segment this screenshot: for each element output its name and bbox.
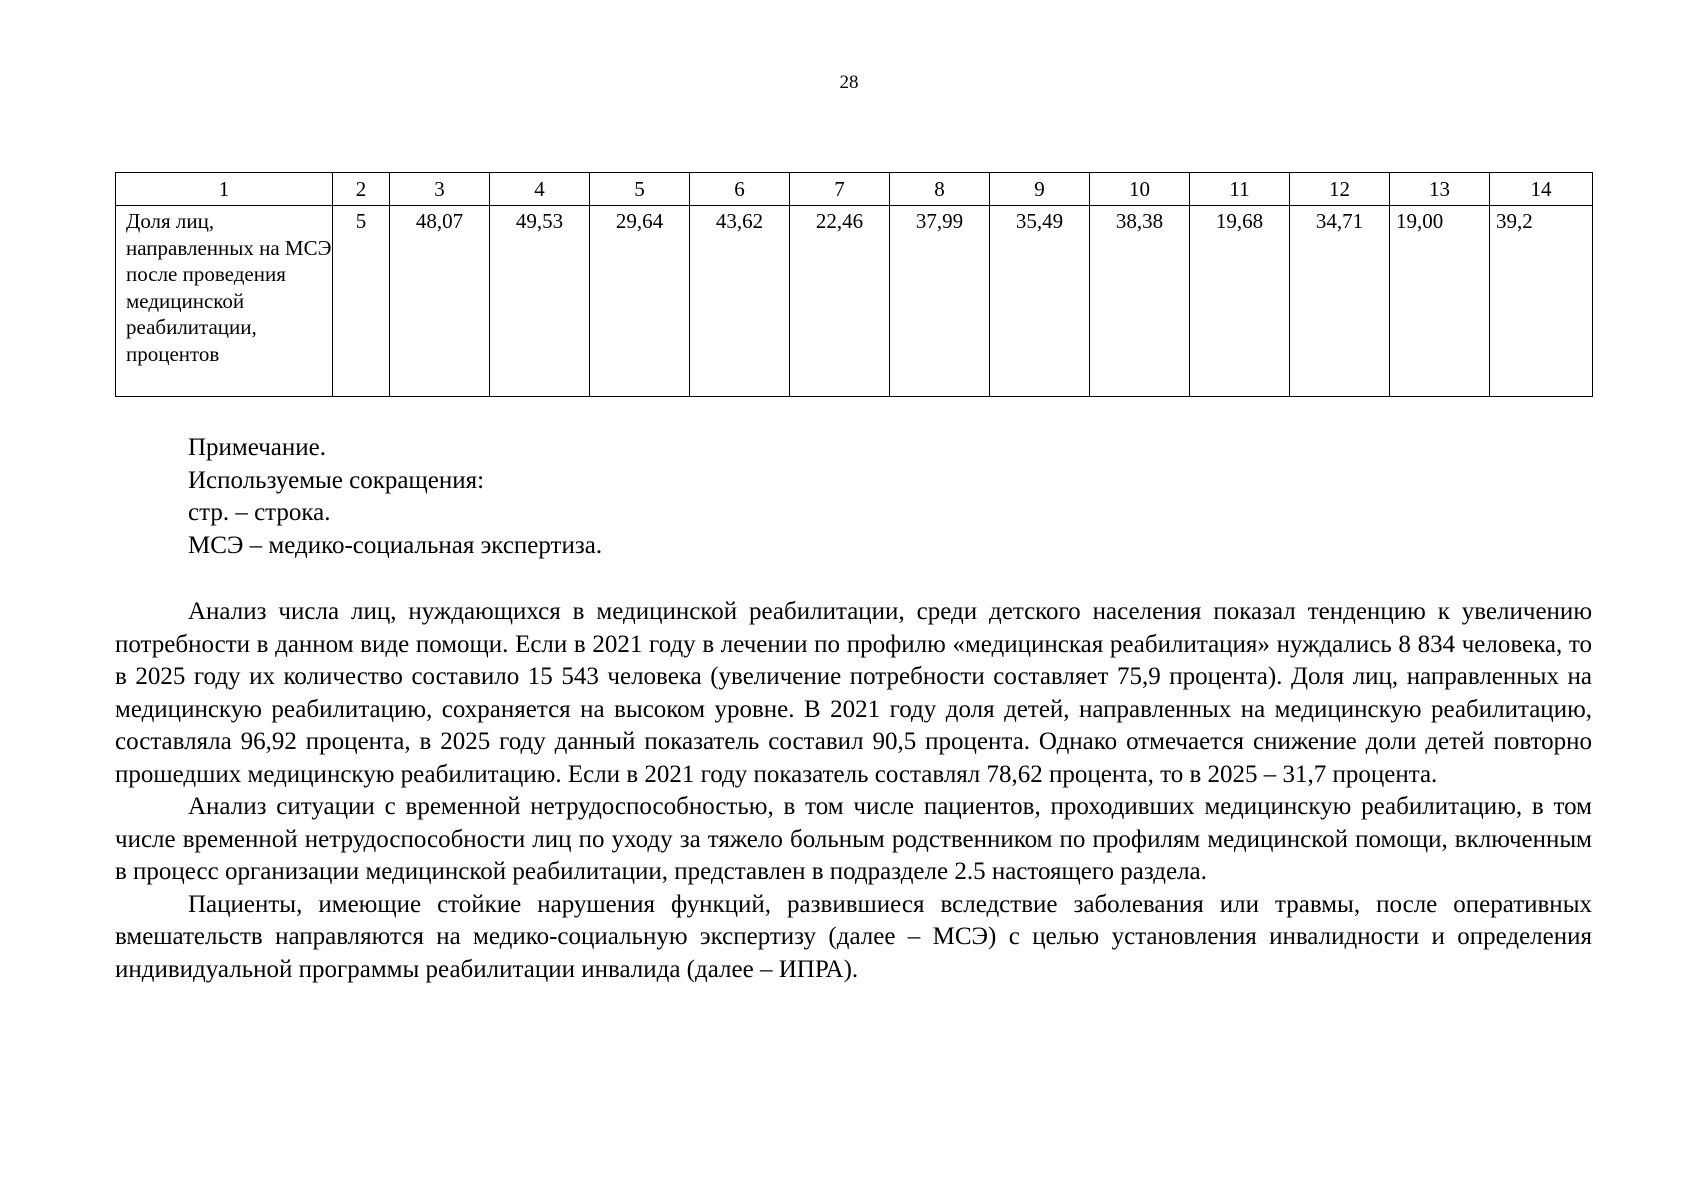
paragraph: Пациенты, имеющие стойкие нарушения функций, развившиеся вследствие заболевания или травмы, после оперативных вмешательств направляются на медико-социальную экспертизу (далее – МСЭ) с целью установления инвалидности и определения индивидуальной программы реабилитации инвалида (далее – ИПРА). bbox=[115, 890, 1592, 983]
row-label-cell: Доля лиц, направленных на МСЭ после проведения медицинской реабилитации, процентов bbox=[116, 206, 333, 397]
data-table bbox=[115, 172, 1593, 397]
table-cell: 22,46 bbox=[790, 206, 890, 397]
column-header: 9 bbox=[990, 173, 1090, 206]
body-text bbox=[115, 596, 1592, 986]
table-cell: 19,00 bbox=[1390, 206, 1490, 397]
table-cell: 35,49 bbox=[990, 206, 1090, 397]
column-header: 3 bbox=[390, 173, 490, 206]
column-header: 13 bbox=[1390, 173, 1490, 206]
notes-title: Примечание. bbox=[188, 434, 327, 461]
column-header: 5 bbox=[590, 173, 690, 206]
table-row bbox=[116, 206, 1593, 397]
abbreviation-item: МСЭ – медико-социальная экспертиза. bbox=[188, 531, 603, 559]
paragraph: Анализ числа лиц, нуждающихся в медицинской реабилитации, среди детского населения показал тенденцию к увеличению потребности в данном виде помощи. Если в 2021 году в лечении по профилю «медицинская реабилитация» нуждались 8 834 человека, то в 2025 году их количество составило 15 543 человека (увеличение потребности составляет 75,9 процента). Доля лиц, направленных на медицинскую реабилитацию, сохраняется на высоком уровне. В 2021 году доля детей, направленных на медицинскую реабилитацию, составляла 96,92 процента, в 2025 году данный показатель составил 90,5 процента. Однако отмечается снижение доли детей повторно прошедших медицинскую реабилитацию. Если в 2021 году показатель составлял 78,62 процента, то в 2025 – 31,7 процента. bbox=[115, 598, 1592, 788]
column-header: 7 bbox=[790, 173, 890, 206]
table-cell: 49,53 bbox=[490, 206, 590, 397]
table-cell: 29,64 bbox=[590, 206, 690, 397]
table-cell: 43,62 bbox=[690, 206, 790, 397]
abbreviation-item: стр. – строка. bbox=[188, 499, 331, 526]
column-header: 14 bbox=[1490, 173, 1593, 206]
table-cell: 19,68 bbox=[1190, 206, 1290, 397]
column-header: 10 bbox=[1090, 173, 1190, 206]
column-header: 4 bbox=[490, 173, 590, 206]
column-header: 12 bbox=[1290, 173, 1390, 206]
table-cell: 48,07 bbox=[390, 206, 490, 397]
table-cell: 39,2 bbox=[1490, 206, 1593, 397]
notes-section bbox=[188, 432, 602, 562]
notes-subtitle: Используемые сокращения: bbox=[188, 466, 485, 494]
paragraph: Анализ ситуации с временной нетрудоспособностью, в том числе пациентов, проходивших медицинскую реабилитацию, в том числе временной нетрудоспособности лиц по уходу за тяжело больным родственником по профилям медицинской помощи, включенным в процесс организации медицинской реабилитации, представлен в подразделе 2.5 настоящего раздела. bbox=[115, 793, 1592, 885]
table-cell: 38,38 bbox=[1090, 206, 1190, 397]
table-cell: 37,99 bbox=[890, 206, 990, 397]
table-cell: 5 bbox=[333, 206, 390, 397]
column-header: 1 bbox=[116, 173, 333, 206]
column-header: 8 bbox=[890, 173, 990, 206]
table-header-row bbox=[116, 173, 1593, 206]
column-header: 11 bbox=[1190, 173, 1290, 206]
column-header: 2 bbox=[333, 173, 390, 206]
page-number: 28 bbox=[839, 72, 859, 93]
table-cell: 34,71 bbox=[1290, 206, 1390, 397]
column-header: 6 bbox=[690, 173, 790, 206]
